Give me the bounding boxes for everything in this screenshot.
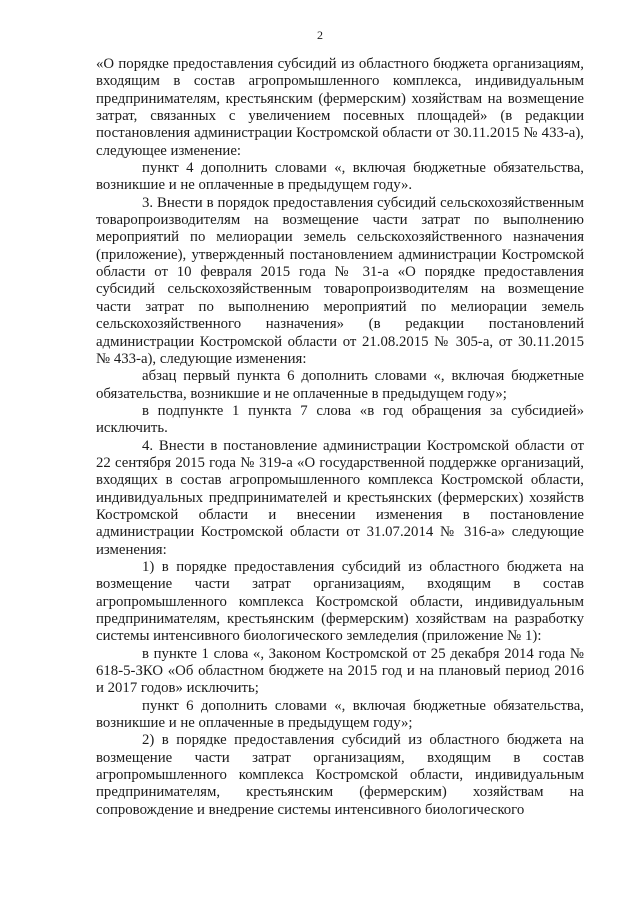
paragraph-7: 1) в порядке предоставления субсидий из областного бюджета на возмещение части затрат организациям, входящим в состав агропромышленного комплекса Костромской области, индивидуальным предпринимателям, крестьянским (фермерским) хозяйствам на разработку системы интенсивного биологического земледелия (приложение № 1): <box>96 558 584 645</box>
paragraph-9: пункт 6 дополнить словами «, включая бюджетные обязательства, возникшие и не оплаченные в предыдущем году»; <box>96 697 584 732</box>
paragraph-4: абзац первый пункта 6 дополнить словами «, включая бюджетные обязательства, возникшие и не оплаченные в предыдущем году»; <box>96 368 584 402</box>
paragraph-10: 2) в порядке предоставления субсидий из областного бюджета на возмещение части затрат организациям, входящим в состав агропромышленного комплекса Костромской области, индивидуальным предпринимателям, крестьянским (фермерским) хозяйствам на сопровождение и внедрение системы интенсивного биологического <box>96 732 584 818</box>
paragraph-3: 3. Внести в порядок предоставления субсидий сельскохозяйственным товаропроизводителям на возмещение части затрат по выполнению мероприятий по мелиорации земель сельскохозяйственного назначения (приложение), утвержденный постановлением администрации Костромской области от 10 февраля 2015 года № 31-а «О порядке предоставления субсидий сельскохозяйственным товаропроизводителям на возмещение части затрат по выполнению мероприятий по мелиорации земель сельскохозяйственного назначения» (в редакции постановлений администрации Костромской области от 21.08.2015 № 305-а, от 30.11.2015 № 433-а), следующие изменения: <box>96 194 584 367</box>
paragraph-2: пункт 4 дополнить словами «, включая бюджетные обязательства, возникшие и не оплаченные в предыдущем году». <box>96 160 584 194</box>
paragraph-6: 4. Внести в постановление администрации Костромской области от 22 сентября 2015 года № 319-а «О государственной поддержке организаций, входящих в состав агропромышленного комплекса Костромской области, индивидуальных предпринимателей и крестьянских (фермерских) хозяйств Костромской области и внесении изменения в постановление администрации Костромской области от 31.07.2014 № 316-а» следующие изменения: <box>96 437 584 558</box>
document-body <box>96 56 584 819</box>
paragraph-5: в подпункте 1 пункта 7 слова «в год обращения за субсидией» исключить. <box>96 402 584 437</box>
paragraph-1: «О порядке предоставления субсидий из областного бюджета организациям, входящим в состав агропромышленного комплекса, индивидуальным предпринимателям, крестьянским (фермерским) хозяйствам на возмещение затрат, связанных с увеличением посевных площадей» (в редакции постановления администрации Костромской области от 30.11.2015 № 433-а), следующее изменение: <box>96 56 584 159</box>
page-number: 2 <box>317 28 323 42</box>
paragraph-8: в пункте 1 слова «, Законом Костромской от 25 декабря 2014 года № 618-5-ЗКО «Об областном бюджете на 2015 год и на плановый период 2016 и 2017 годов» исключить; <box>96 645 584 697</box>
